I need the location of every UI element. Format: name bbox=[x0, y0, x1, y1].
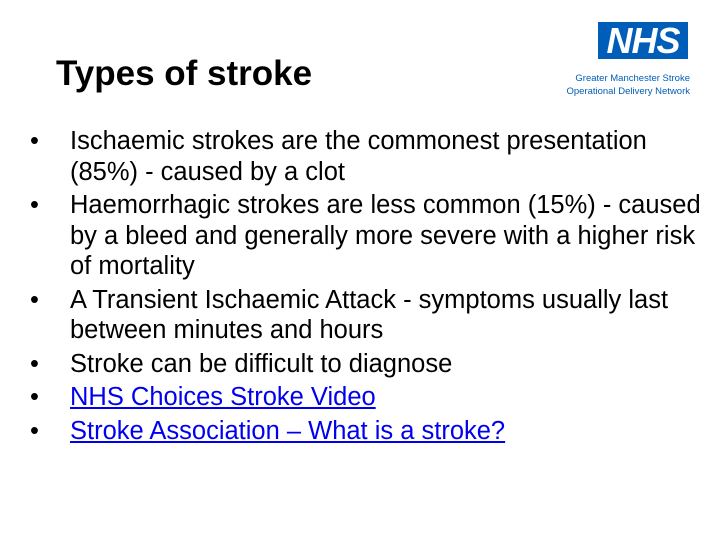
bullet-list bbox=[30, 126, 710, 449]
bullet-icon: • bbox=[30, 285, 39, 314]
bullet-item bbox=[30, 416, 710, 447]
bullet-item bbox=[30, 349, 710, 380]
bullet-icon: • bbox=[30, 416, 39, 445]
bullet-icon: • bbox=[30, 383, 39, 411]
bullet-text: Ischaemic strokes are the commonest presentation (85%) - caused by a clot bbox=[70, 127, 647, 186]
bullet-text: Stroke can be difficult to diagnose bbox=[70, 349, 453, 378]
nhs-choices-video-link[interactable]: NHS Choices Stroke Video bbox=[70, 383, 376, 411]
bullet-item bbox=[30, 285, 710, 346]
bullet-item bbox=[30, 382, 710, 413]
org-name-line-1: Greater Manchester Stroke bbox=[575, 73, 690, 84]
stroke-association-link[interactable]: Stroke Association – What is a stroke? bbox=[70, 416, 506, 445]
nhs-logo: NHS bbox=[598, 22, 688, 59]
bullet-text: Haemorrhagic strokes are less common (15%) - caused by a bleed and generally more severe with a higher risk of mortality bbox=[70, 191, 701, 280]
org-name-line-2: Operational Delivery Network bbox=[566, 86, 690, 97]
bullet-icon: • bbox=[30, 191, 39, 219]
nhs-logo-block bbox=[540, 18, 700, 100]
bullet-item bbox=[30, 190, 710, 282]
bullet-text: A Transient Ischaemic Attack - symptoms usually last between minutes and hours bbox=[70, 285, 669, 344]
slide-title: Types of stroke bbox=[56, 54, 313, 93]
bullet-icon: • bbox=[30, 127, 39, 155]
bullet-icon: • bbox=[30, 349, 39, 378]
bullet-item bbox=[30, 126, 710, 187]
